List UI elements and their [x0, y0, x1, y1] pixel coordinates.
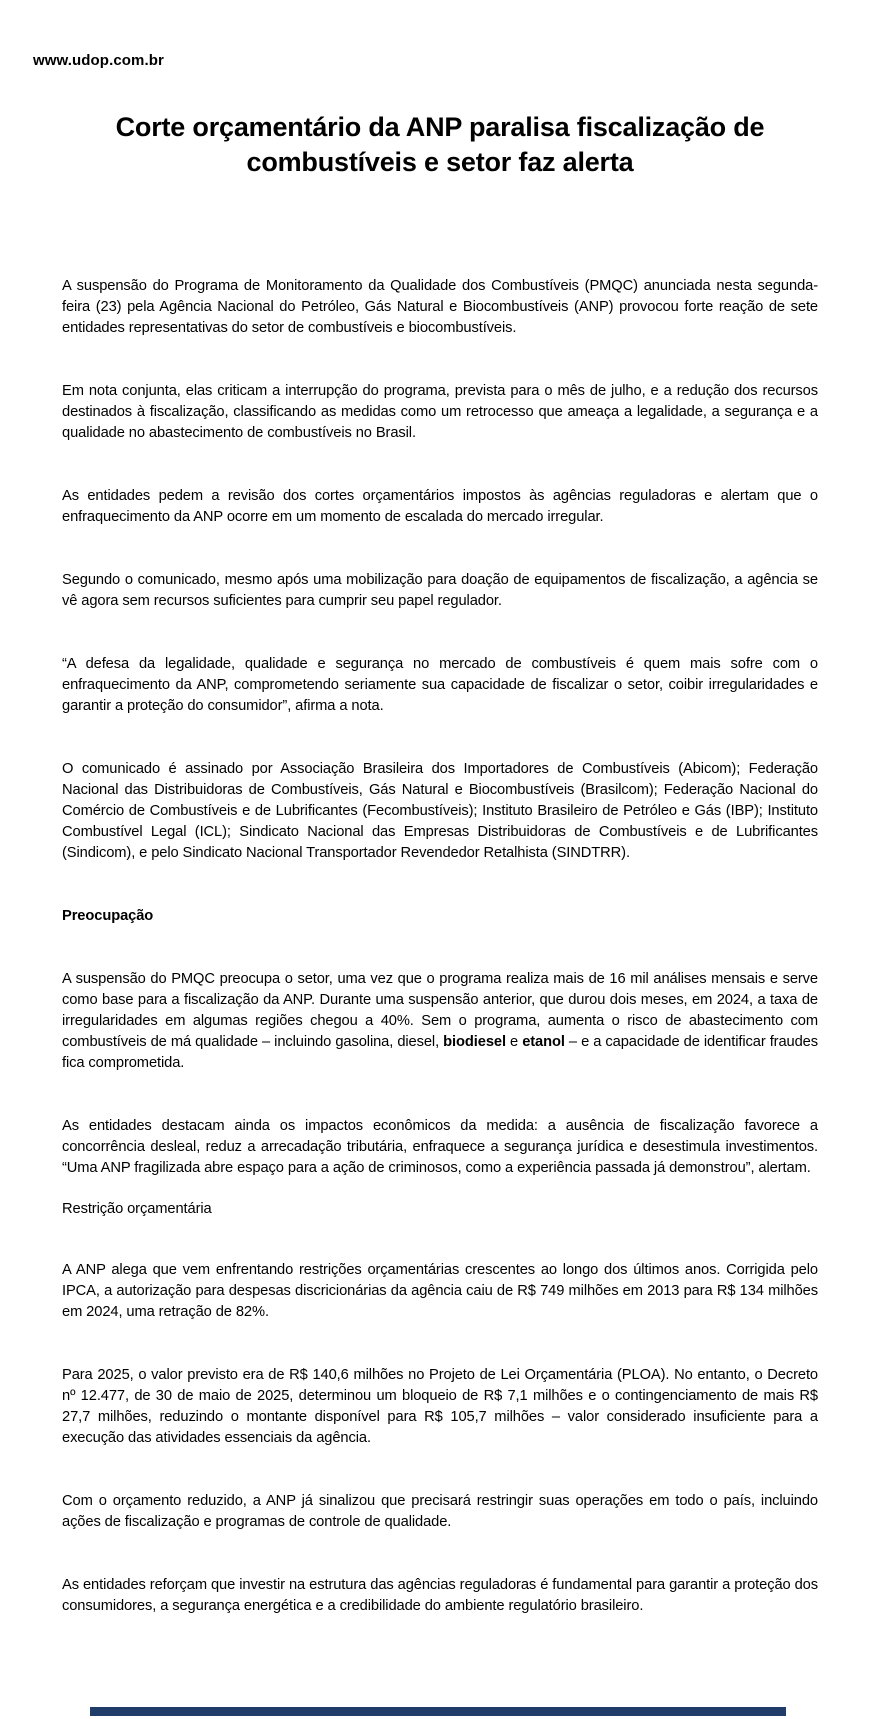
paragraph-quote-legality: “A defesa da legalidade, qualidade e segurança no mercado de combustíveis é quem mais sofre com o enfraquecimento da ANP, comprometendo seriamente sua capacidade de fiscalizar o setor, coibir irregularidades e garantir a proteção do consumidor”, afirma a nota.: [62, 656, 818, 714]
paragraph-economic-impacts: As entidades destacam ainda os impactos econômicos da medida: a ausência de fiscalização favorece a concorrência desleal, reduz a arrecadação tributária, enfraquece a segurança jurídica e desestimula investimentos. “Uma ANP fragilizada abre espaço para a ação de criminosos, como a experiência passada já demonstrou”, alertam.: [62, 1118, 818, 1176]
footer-bar: [90, 1707, 786, 1716]
paragraph-segment: A suspensão do PMQC preocupa o setor, uma vez que o programa realiza mais de 16 mil análises mensais e serve como base para a fiscalização da ANP. Durante uma suspensão anterior, que durou dois meses, em 2024, a taxa de irregularidades em algumas regiões chegou a 40%. Sem o programa, aumenta o risco de abastecimento com combustíveis de má qualidade – incluindo gasolina, diesel,: [62, 971, 818, 1050]
paragraph-closing-reinforcement: As entidades reforçam que investir na estrutura das agências reguladoras é fundamental para garantir a proteção dos consumidores, a segurança energética e a credibilidade do ambiente regulatório brasileiro.: [62, 1577, 818, 1614]
paragraph-budget-restrictions: A ANP alega que vem enfrentando restrições orçamentárias crescentes ao longo dos últimos anos. Corrigida pelo IPCA, a autorização para despesas discricionárias da agência caiu de R$ 749 milhões em 2013 para R$ 134 milhões em 2024, uma retração de 82%.: [62, 1262, 818, 1320]
paragraph-pmqc-concern: [62, 969, 818, 1074]
paragraph-joint-note: Em nota conjunta, elas criticam a interrupção do programa, prevista para o mês de julho, e a redução dos recursos destinados à fiscalização, classificando as medidas como um retrocesso que ameaça a legalidade, a segurança e a qualidade no abastecimento de combustíveis no Brasil.: [62, 383, 818, 441]
paragraph-equipment-donation: Segundo o comunicado, mesmo após uma mobilização para doação de equipamentos de fiscalização, a agência se vê agora sem recursos suficientes para cumprir seu papel regulador.: [62, 572, 818, 609]
article-title: Corte orçamentário da ANP paralisa fiscalização de combustíveis e setor faz alerta: [115, 112, 765, 178]
paragraph-suspension-announcement: A suspensão do Programa de Monitoramento da Qualidade dos Combustíveis (PMQC) anunciada nesta segunda-feira (23) pela Agência Nacional do Petróleo, Gás Natural e Biocombustíveis (ANP) provocou forte reação de sete entidades representativas do setor de combustíveis e biocombustíveis.: [62, 278, 818, 336]
paragraph-segment: e: [505, 1034, 523, 1050]
paragraph-entities-request: As entidades pedem a revisão dos cortes orçamentários impostos às agências reguladoras e alertam que o enfraquecimento da ANP ocorre em um momento de escalada do mercado irregular.: [62, 488, 818, 525]
paragraph-reduced-operations: Com o orçamento reduzido, a ANP já sinalizou que precisará restringir suas operações em todo o país, incluindo ações de fiscalização e programas de controle de qualidade.: [62, 1493, 818, 1530]
section-heading-preocupacao: Preocupação: [62, 908, 154, 924]
paragraph-2025-budget: Para 2025, o valor previsto era de R$ 140,6 milhões no Projeto de Lei Orçamentária (PLOA). No entanto, o Decreto nº 12.477, de 30 de maio de 2025, determinou um bloqueio de R$ 7,1 milhões e o contingenciamento de mais R$ 27,7 milhões, reduzindo o montante disponível para R$ 105,7 milhões – valor considerado insuficiente para a execução das atividades essenciais da agência.: [62, 1367, 818, 1446]
site-url-label: www.udop.com.br: [33, 52, 164, 69]
bold-word-etanol: etanol: [522, 1034, 565, 1050]
subheading-restricao-orcamentaria: Restrição orçamentária: [62, 1201, 212, 1217]
bold-word-biodiesel: biodiesel: [443, 1034, 506, 1050]
article-body: [62, 276, 818, 1659]
paragraph-signatories: O comunicado é assinado por Associação Brasileira dos Importadores de Combustíveis (Abicom); Federação Nacional das Distribuidoras de Combustíveis, Gás Natural e Biocombustíveis (Brasilcom); Federação Nacional do Comércio de Combustíveis e de Lubrificantes (Fecombustíveis); Instituto Brasileiro de Petróleo e Gás (IBP); Instituto Combustível Legal (ICL); Sindicato Nacional das Empresas Distribuidoras de Combustíveis e de Lubrificantes (Sindicom), e pelo Sindicato Nacional Transportador Revendedor Retalhista (SINDTRR).: [62, 761, 818, 861]
paragraph-segment: – e a capacidade de identificar fraudes fica comprometida.: [62, 1034, 818, 1071]
